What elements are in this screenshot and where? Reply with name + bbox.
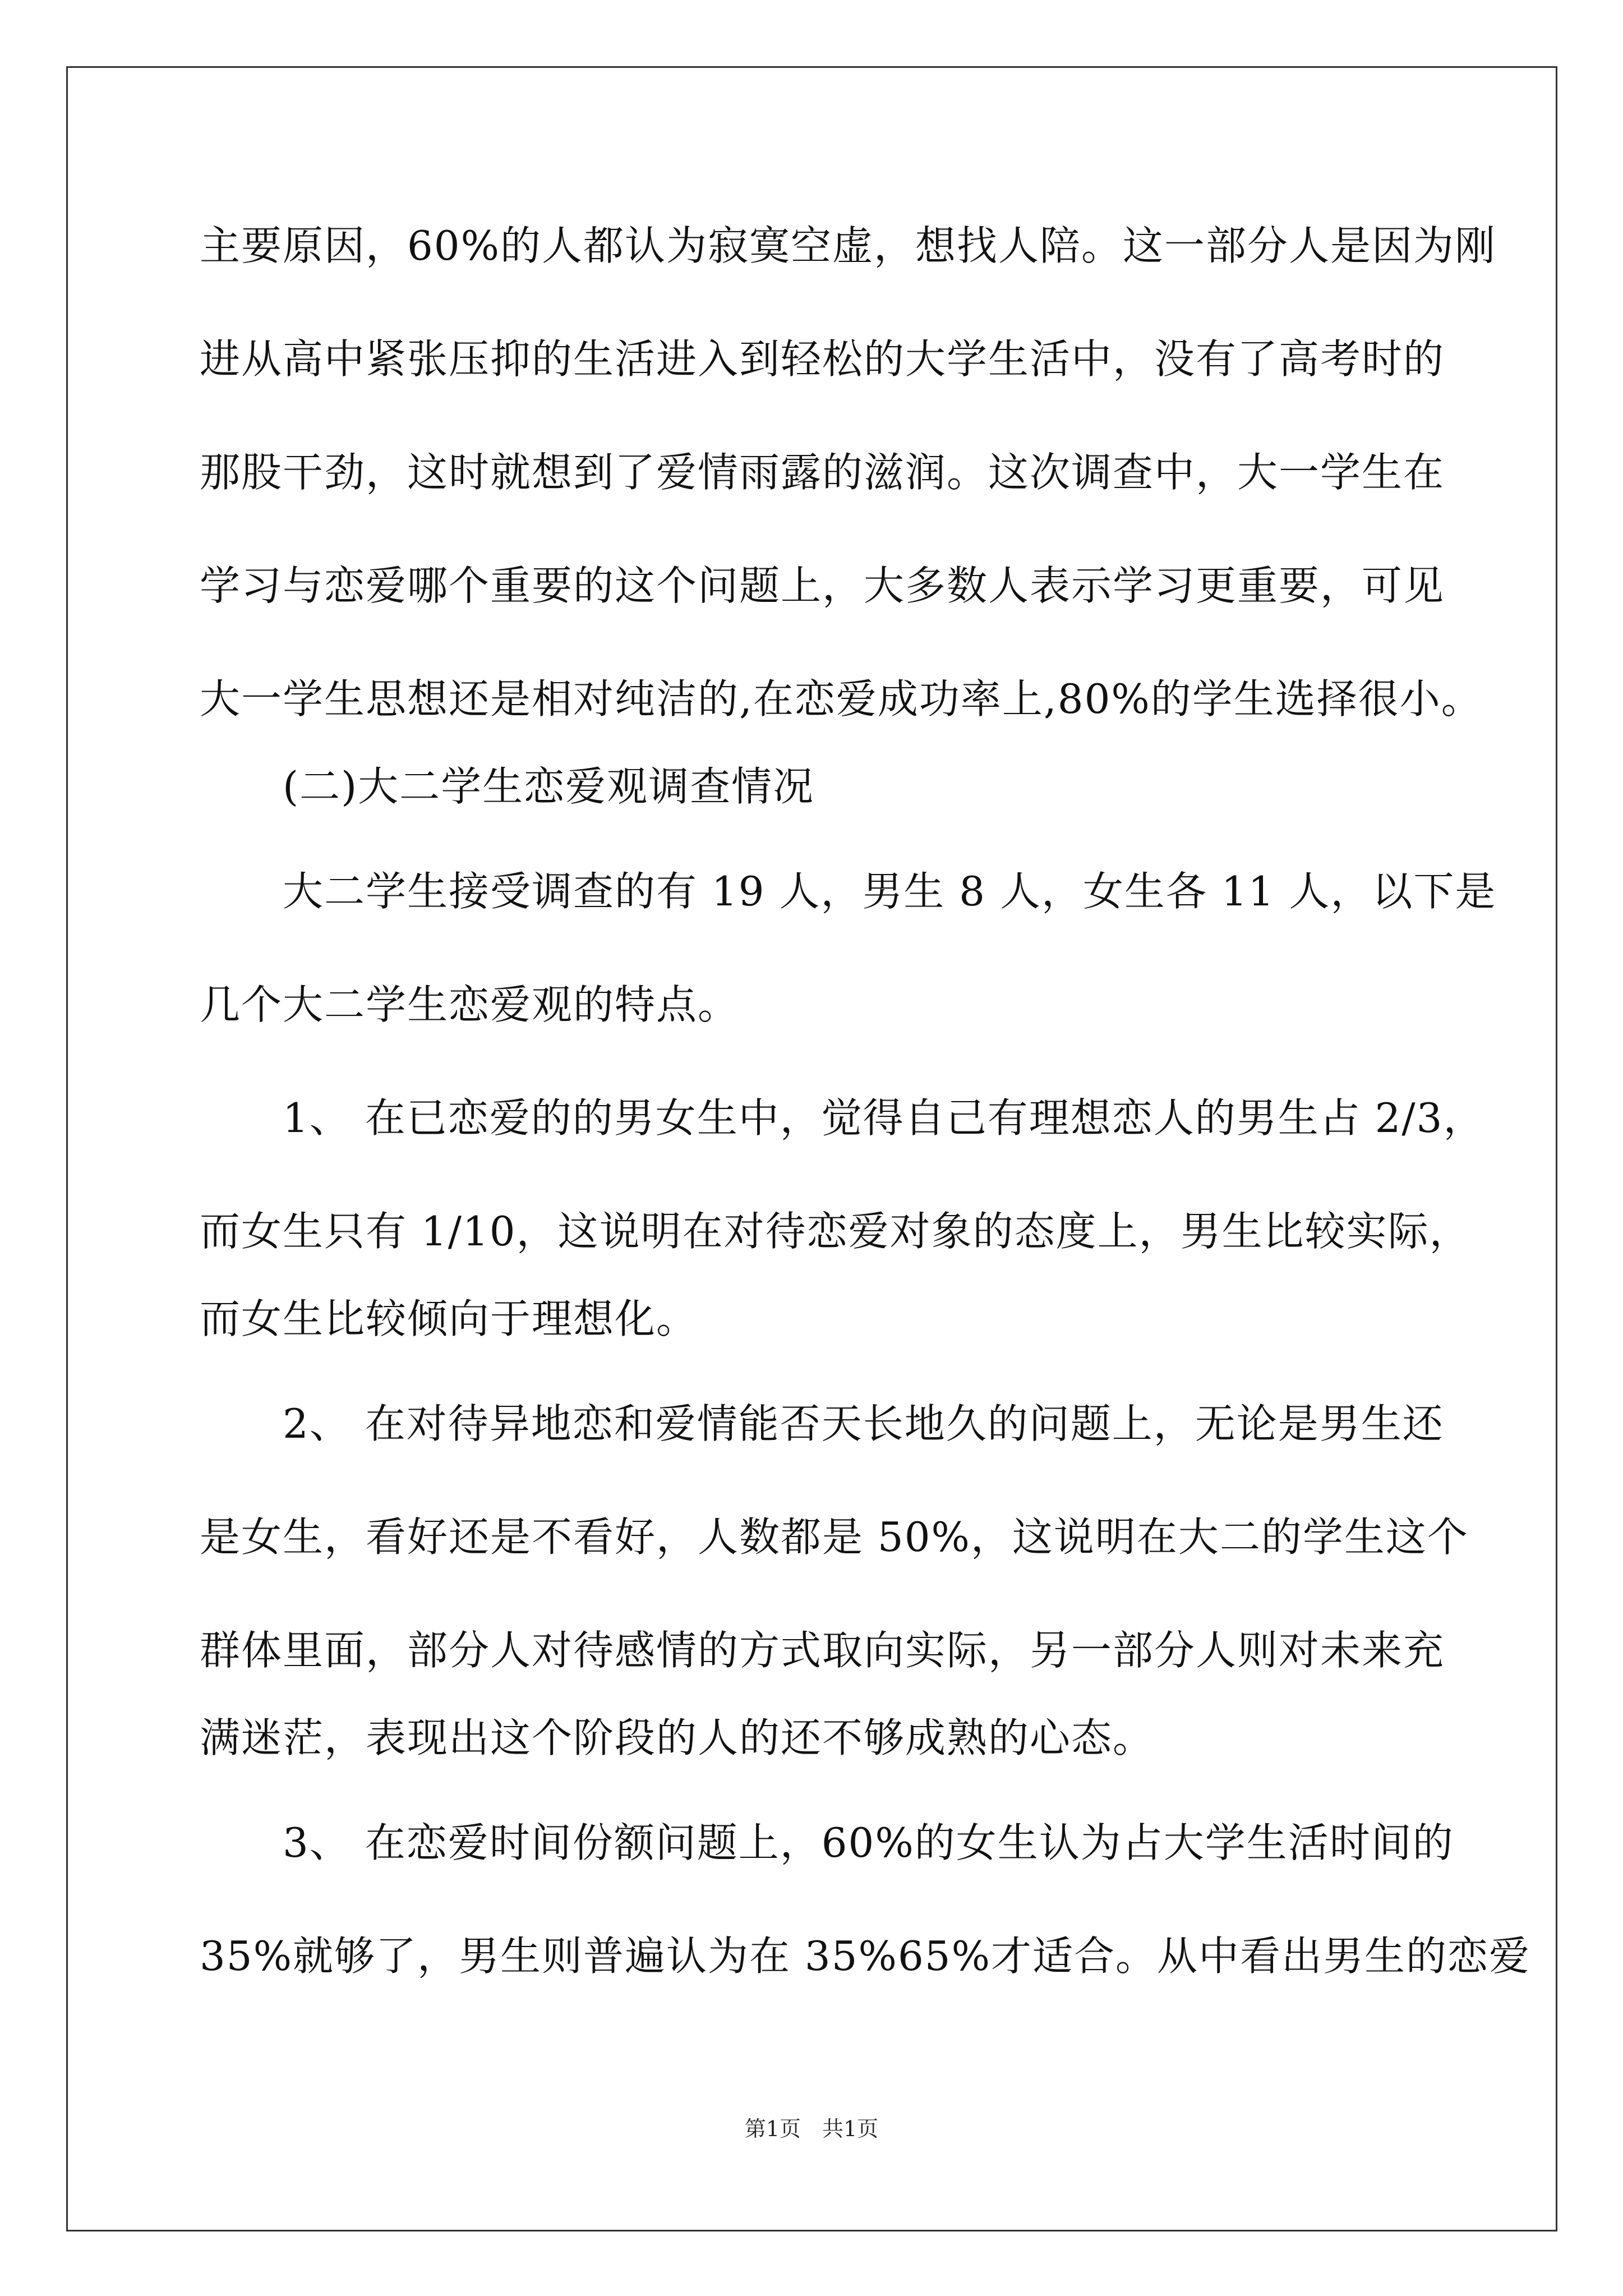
- text-line: 群体里面，部分人对待感情的方式取向实际，另一部分人则对未来充: [200, 1627, 1445, 1674]
- text-line: 而女生比较倾向于理想化。: [200, 1295, 698, 1342]
- list-item-text: 1、 在已恋爱的的男女生中，觉得自己有理想恋人的男生占 2/3，: [283, 1094, 1485, 1142]
- list-item-text: 2、 在对待异地恋和爱情能否天长地久的问题上，无论是男生还: [283, 1400, 1444, 1447]
- text-line: 而女生只有 1/10，这说明在对待恋爱对象的态度上，男生比较实际，: [200, 1208, 1471, 1255]
- page-border: [66, 66, 1557, 2231]
- section-heading: (二)大二学生恋爱观调查情况: [283, 763, 815, 810]
- text-line: 是女生，看好还是不看好，人数都是 50%，这说明在大二的学生这个: [200, 1513, 1469, 1561]
- text-line: 学习与恋爱哪个重要的这个问题上，大多数人表示学习更重要，可见: [200, 562, 1445, 609]
- text-line: 进从高中紧张压抑的生活进入到轻松的大学生活中，没有了高考时的: [200, 335, 1445, 383]
- text-line: 主要原因，60%的人都认为寂寞空虚，想找人陪。这一部分人是因为刚: [200, 222, 1497, 269]
- text-line: 几个大二学生恋爱观的特点。: [200, 981, 740, 1028]
- text-line: 大二学生接受调查的有 19 人，男生 8 人，女生各 11 人，以下是: [283, 868, 1497, 915]
- page-number-footer: 第1页 共1页: [744, 2116, 879, 2141]
- text-line: 大一学生思想还是相对纯洁的,在恋爱成功率上,80%的学生选择很小。: [200, 675, 1483, 723]
- list-item-text: 3、 在恋爱时间份额问题上，60%的女生认为占大学生活时间的: [283, 1819, 1454, 1866]
- text-line: 35%就够了，男生则普遍认为在 35%65%才适合。从中看出男生的恋爱: [200, 1932, 1530, 1980]
- text-line: 那股干劲，这时就想到了爱情雨露的滋润。这次调查中，大一学生在: [200, 449, 1445, 496]
- text-line: 满迷茫，表现出这个阶段的人的还不够成熟的心态。: [200, 1714, 1155, 1761]
